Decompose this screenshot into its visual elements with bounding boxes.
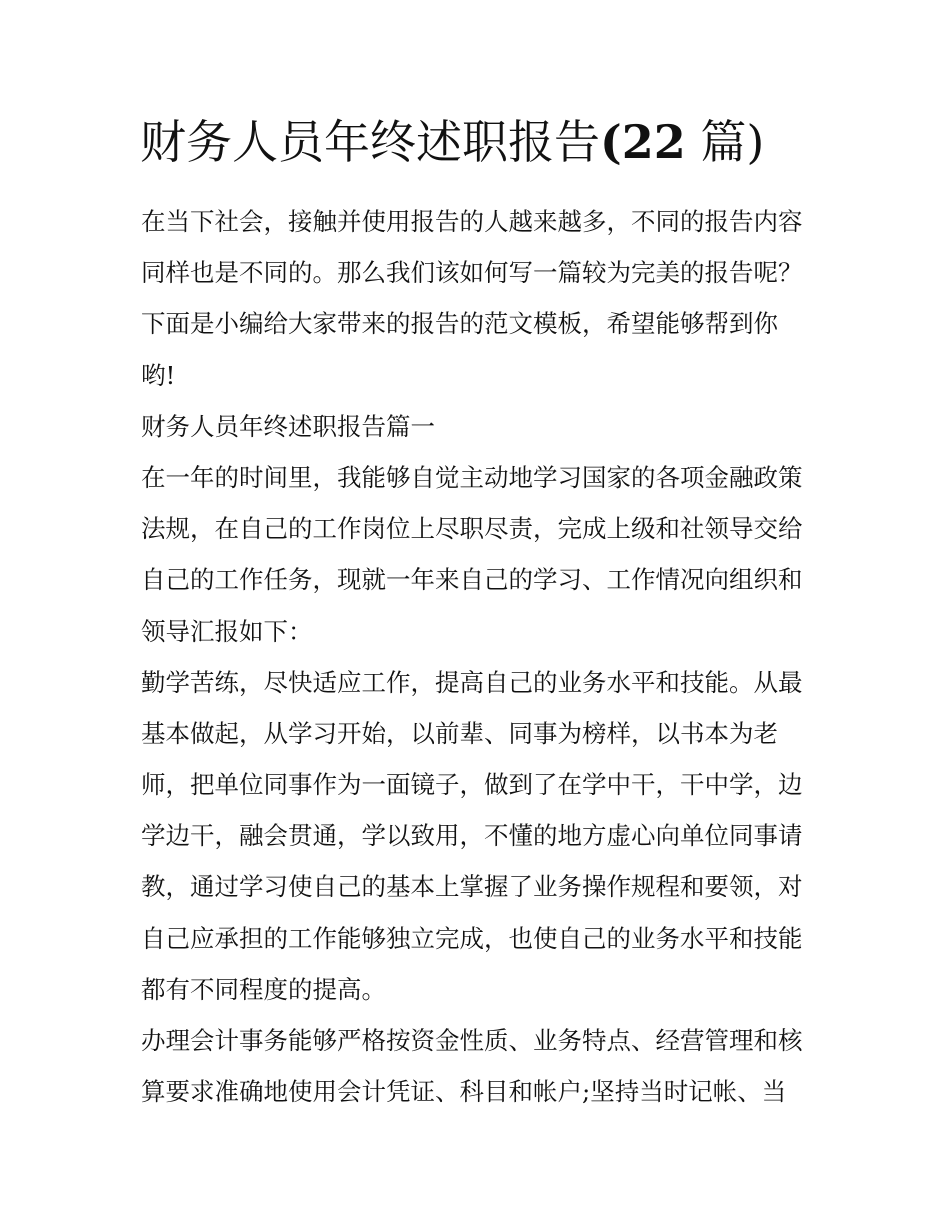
paragraph-line: 勤学苦练，尽快适应工作，提高自己的业务水平和技能。从最 — [141, 667, 803, 697]
paragraph-line: 教，通过学习使自己的基本上掌握了业务操作规程和要领，对 — [141, 872, 803, 902]
section-heading: 财务人员年终述职报告篇一 — [141, 411, 435, 441]
title-tail: 篇) — [700, 115, 765, 169]
title-count: (22 — [600, 115, 686, 169]
document-body — [141, 196, 811, 1117]
paragraph-line: 法规，在自己的工作岗位上尽职尽责，完成上级和社领导交给 — [141, 514, 803, 544]
document-title — [140, 112, 840, 172]
paragraph-line: 办理会计事务能够严格按资金性质、业务特点、经营管理和核 — [141, 1026, 803, 1055]
intro-line: 哟! — [141, 360, 176, 390]
intro-line: 下面是小编给大家带来的报告的范文模板，希望能够帮到你 — [141, 309, 778, 339]
title-main: 财务人员年终述职报告 — [140, 115, 600, 169]
paragraph-line: 领导汇报如下： — [141, 616, 313, 646]
paragraph-line: 基本做起，从学习开始，以前辈、同事为榜样，以书本为老 — [141, 718, 778, 748]
paragraph-line: 师，把单位同事作为一面镜子，做到了在学中干，干中学，边 — [141, 770, 803, 800]
paragraph-line: 学边干，融会贯通，学以致用，不懂的地方虚心向单位同事请 — [141, 821, 803, 851]
paragraph-line: 算要求准确地使用会计凭证、科目和帐户;坚持当时记帐、当 — [141, 1077, 787, 1107]
intro-line: 在当下社会，接触并使用报告的人越来越多，不同的报告内容 — [141, 207, 803, 236]
paragraph-line: 自己的工作任务，现就一年来自己的学习、工作情况向组织和 — [141, 565, 803, 595]
paragraph-line: 自己应承担的工作能够独立完成，也使自己的业务水平和技能 — [141, 923, 803, 953]
intro-line: 同样也是不同的。那么我们该如何写一篇较为完美的报告呢？ — [141, 258, 803, 288]
paragraph-line: 在一年的时间里，我能够自觉主动地学习国家的各项金融政策 — [141, 462, 803, 492]
paragraph-line: 都有不同程度的提高。 — [141, 974, 386, 1004]
